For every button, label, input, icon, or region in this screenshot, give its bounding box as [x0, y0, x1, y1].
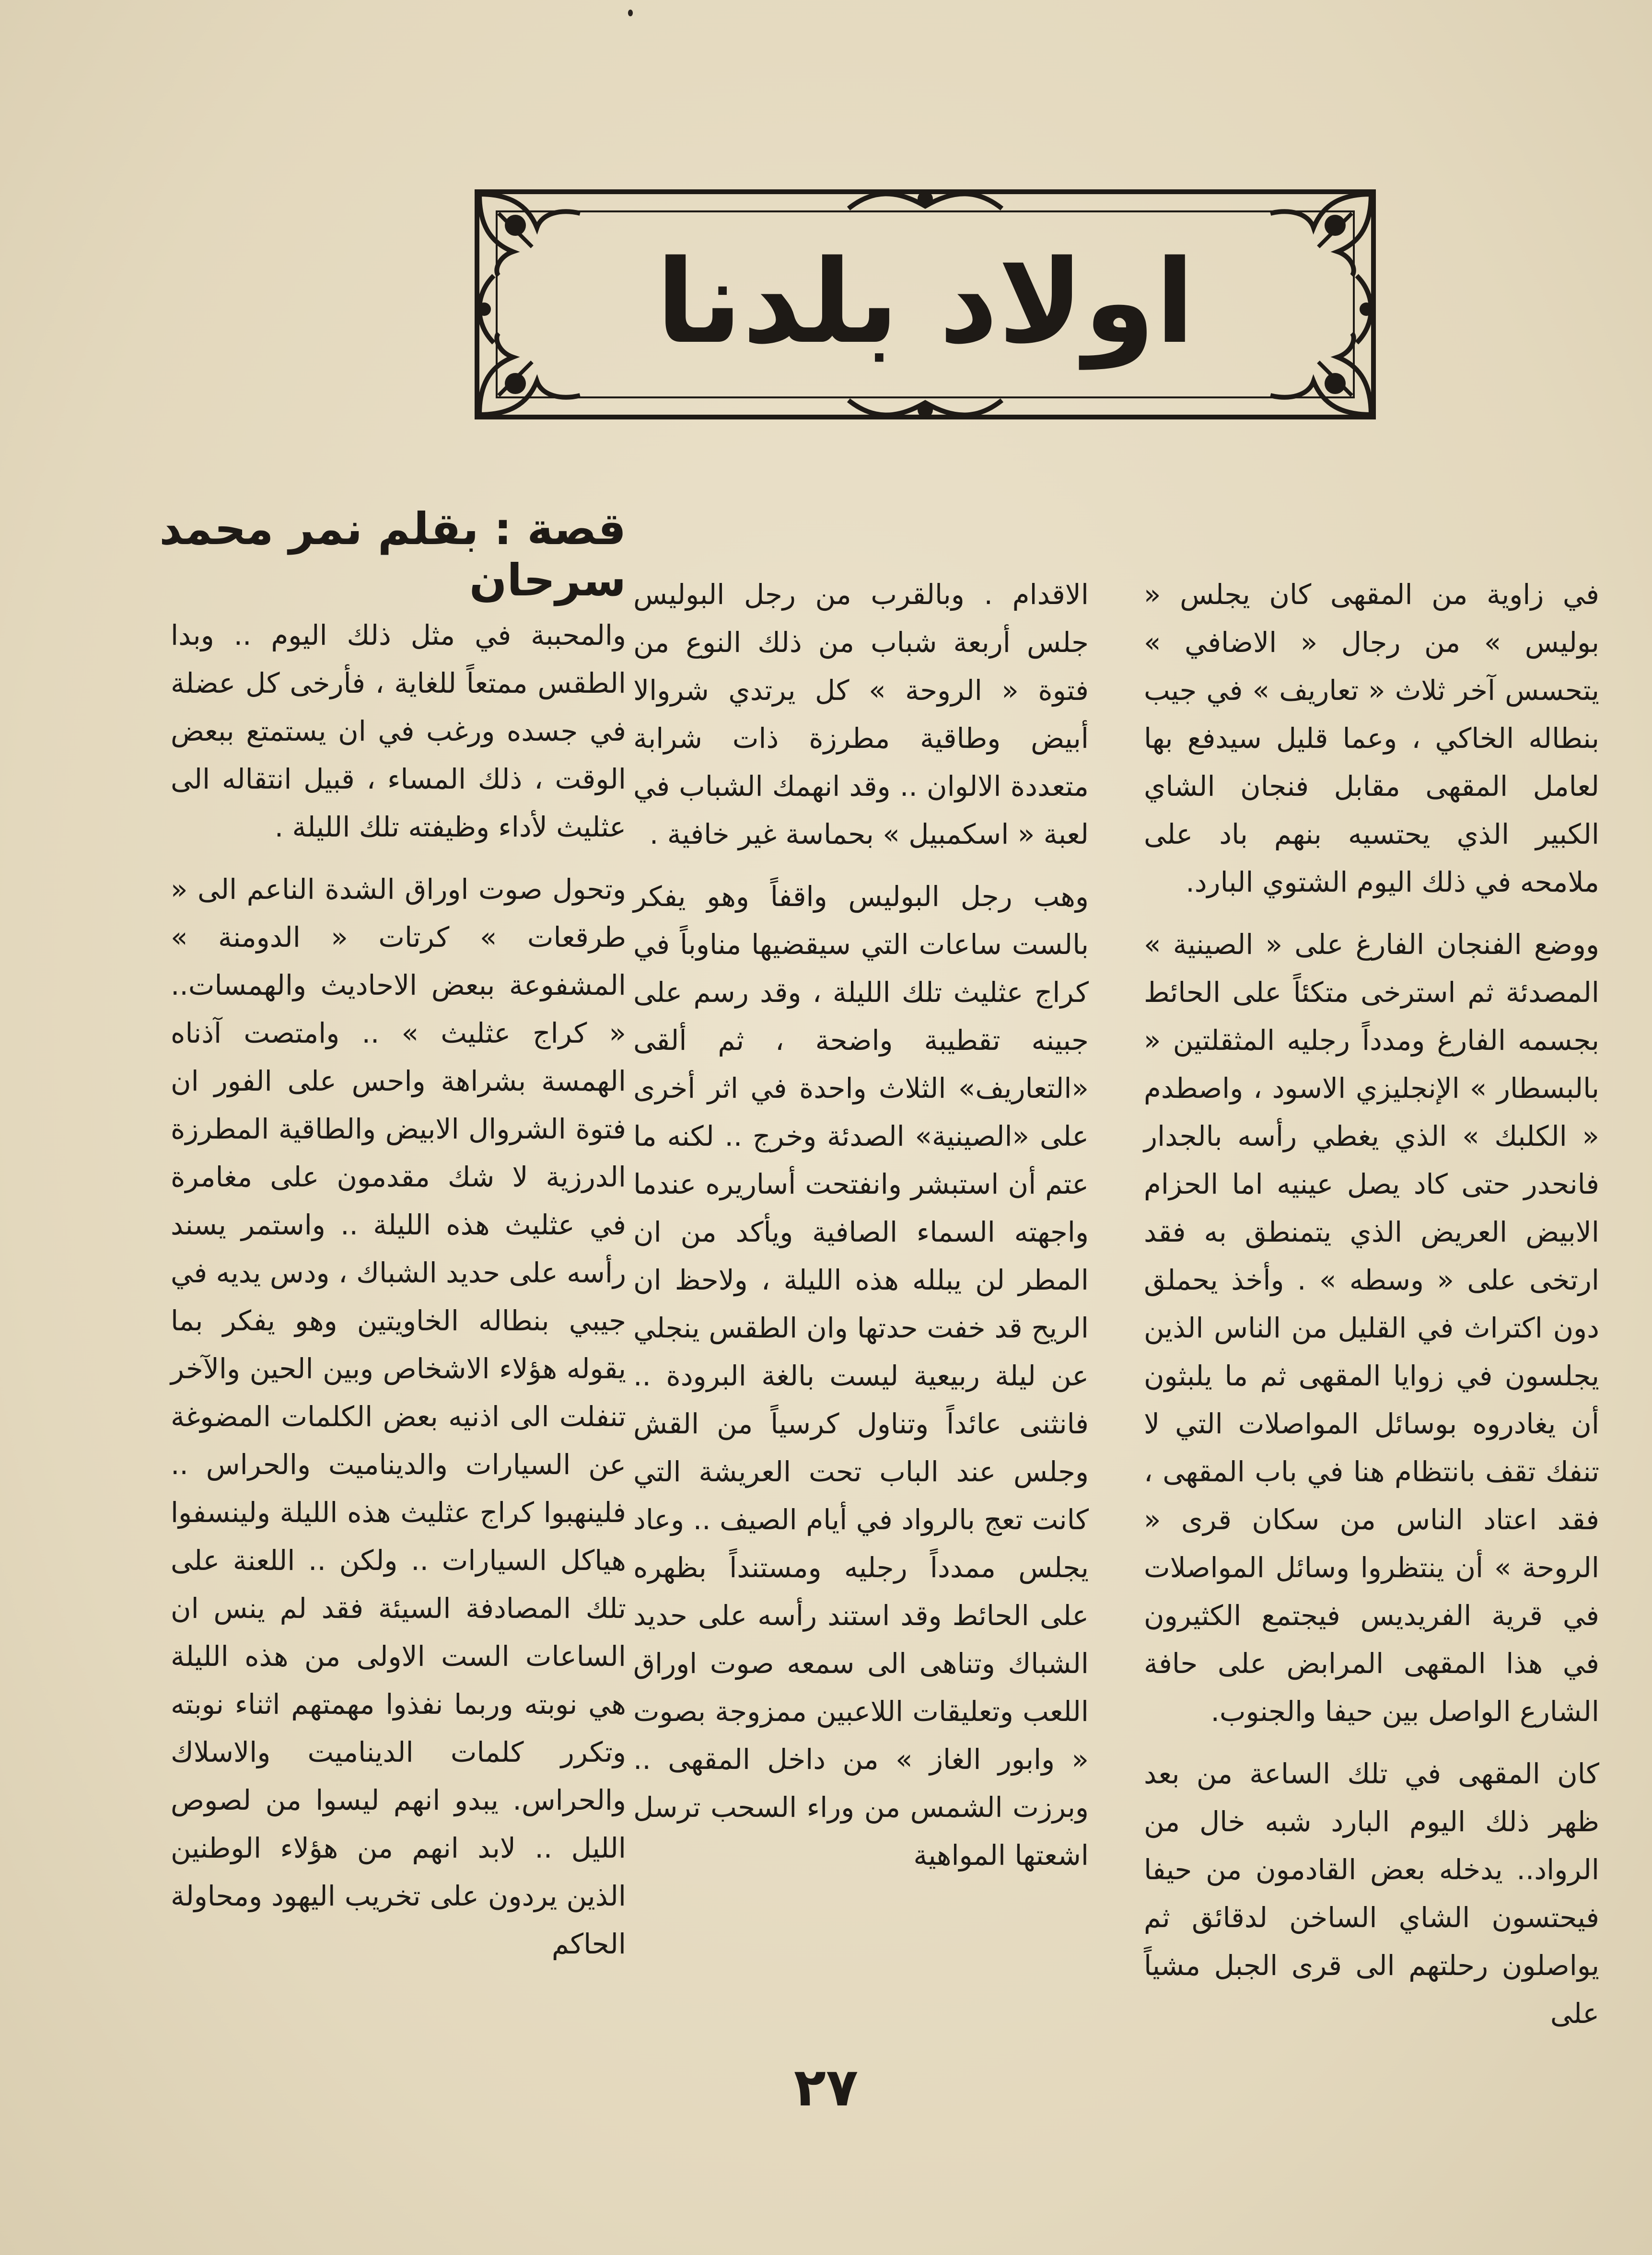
text-column-middle	[633, 570, 1089, 1894]
title-frame	[475, 189, 1376, 419]
text-column-right	[1144, 570, 1599, 2052]
text-column-left	[171, 611, 626, 1982]
paragraph: وتحول صوت اوراق الشدة الناعم الى « طرقعات » كرتات « الدومنة » المشفوعة ببعض الاحاديث والهمسات.. « كراج عثليث » .. وامتصت آذناه الهمسة بشراهة واحس على الفور ان فتوة الشروال الابيض والطاقية المطرزة الدرزية لا شك مقدمون على مغامرة في عثليث هذه الليلة .. واستمر يسند رأسه على حديد الشباك ، ودس يديه في جيبي بنطاله الخاويتين وهو يفكر بما يقوله هؤلاء الاشخاص وبين الحين والآخر تنفلت الى اذنيه بعض الكلمات المضوغة عن السيارات والديناميت والحراس .. فلينهبوا كراج عثليث هذه الليلة ولينسفوا هياكل السيارات .. ولكن .. اللعنة على تلك المصادفة السيئة فقد لم ينس ان الساعات الست الاولى من هذه الليلة هي نوبته وربما نفذوا مهمتهم اثناء نوبته وتكرر كلمات الديناميت والاسلاك والحراس. يبدو انهم ليسوا من لصوص الليل .. لابد انهم من هؤلاء الوطنين الذين يردون على تخريب اليهود ومحاولة الحاكم	[171, 873, 626, 1960]
paragraph: كان المقهى في تلك الساعة من بعد ظهر ذلك اليوم البارد شبه خال من الرواد.. يدخله بعض القادمون من حيفا فيحتسون الشاي الساخن لدقائق ثم يواصلون رحلتهم الى قرى الجبل مشياً على	[1144, 1757, 1599, 2030]
paragraph: وهب رجل البوليس واقفاً وهو يفكر بالست ساعات التي سيقضيها مناوباً في كراج عثليث تلك الليلة ، وقد رسم على جبينه تقطيبة واضحة ، ثم ألقى «التعاريف» الثلاث واحدة في اثر أخرى على «الصينية» الصدئة وخرج .. لكنه ما عتم أن استبشر وانفتحت أساريره عندما واجهته السماء الصافية ويأكد من ان المطر لن يبلله هذه الليلة ، ولاحظ ان الريح قد خفت حدتها وان الطقس ينجلي عن ليلة ربيعية ليست بالغة البرودة .. فانثنى عائداً وتناول كرسياً من القش وجلس عند الباب تحت العريشة التي كانت تعج بالرواد في أيام الصيف .. وعاد يجلس ممدداً رجليه ومستنداً بظهره على الحائط وقد استند رأسه على حديد الشباك وتناهى الى سمعه صوت اوراق اللعب وتعليقات اللاعبين ممزوجة بصوت « وابور الغاز » من داخل المقهى .. وبرزت الشمس من وراء السحب ترسل اشعتها المواهية	[633, 880, 1089, 1871]
page-number: ٢٧	[793, 2057, 859, 2118]
top-ornament-icon	[844, 180, 1007, 223]
paragraph: الاقدام . وبالقرب من رجل البوليس جلس أربعة شباب من ذلك النوع من فتوة « الروحة » كل يرتدي شروالا أبيض وطاقية مطرزة ذات شرابة متعددة الالوان .. وقد انهمك الشباب في لعبة « اسكمبيل » بحماسة غير خافية .	[633, 578, 1089, 850]
bottom-ornament-icon	[844, 386, 1007, 429]
story-title: اولاد بلدنا	[656, 235, 1195, 369]
paragraph: ووضع الفنجان الفارغ على « الصينية » المصدئة ثم استرخى متكئاً على الحائط بجسمه الفارغ ومدداً رجليه المثقلتين « بالبسطار » الإنجليزي الاسود ، واصطدم « الكلبك » الذي يغطي رأسه بالجدار فانحدر حتى كاد يصل عينيه اما الحزام الابيض العريض الذي يتمنطق به فقد ارتخى على « وسطه » . وأخذ يحملق دون اكتراث في القليل من الناس الذين يجلسون في زوايا المقهى ثم ما يلبثون أن يغادروه بوسائل المواصلات التي لا تنفك تقف بانتظام هنا في باب المقهى ، فقد اعتاد الناس من سكان قرى « الروحة » أن ينتظروا وسائل المواصلات في قرية الفريديس فيجتمع الكثيرون في هذا المقهى المرابض على حافة الشارع الواصل بين حيفا والجنوب.	[1144, 928, 1599, 1728]
paragraph: والمحببة في مثل ذلك اليوم .. وبدا الطقس ممتعاً للغاية ، فأرخى كل عضلة في جسده ورغب في ان يستمتع ببعض الوقت ، ذلك المساء ، قبيل انتقاله الى عثليث لأداء وظيفته تلك الليلة .	[171, 619, 626, 843]
ink-speck	[628, 10, 633, 16]
paragraph: في زاوية من المقهى كان يجلس « بوليس » من رجال « الاضافي » يتحسس آخر ثلاث « تعاريف » في جيب بنطاله الخاكي ، وعما قليل سيدفع بها لعامل المقهى مقابل فنجان الشاي الكبير الذي يحتسيه بنهم باد على ملامحه في ذلك اليوم الشتوي البارد.	[1144, 578, 1599, 898]
byline: قصة : بقلم نمر محمد سرحان	[159, 503, 626, 606]
